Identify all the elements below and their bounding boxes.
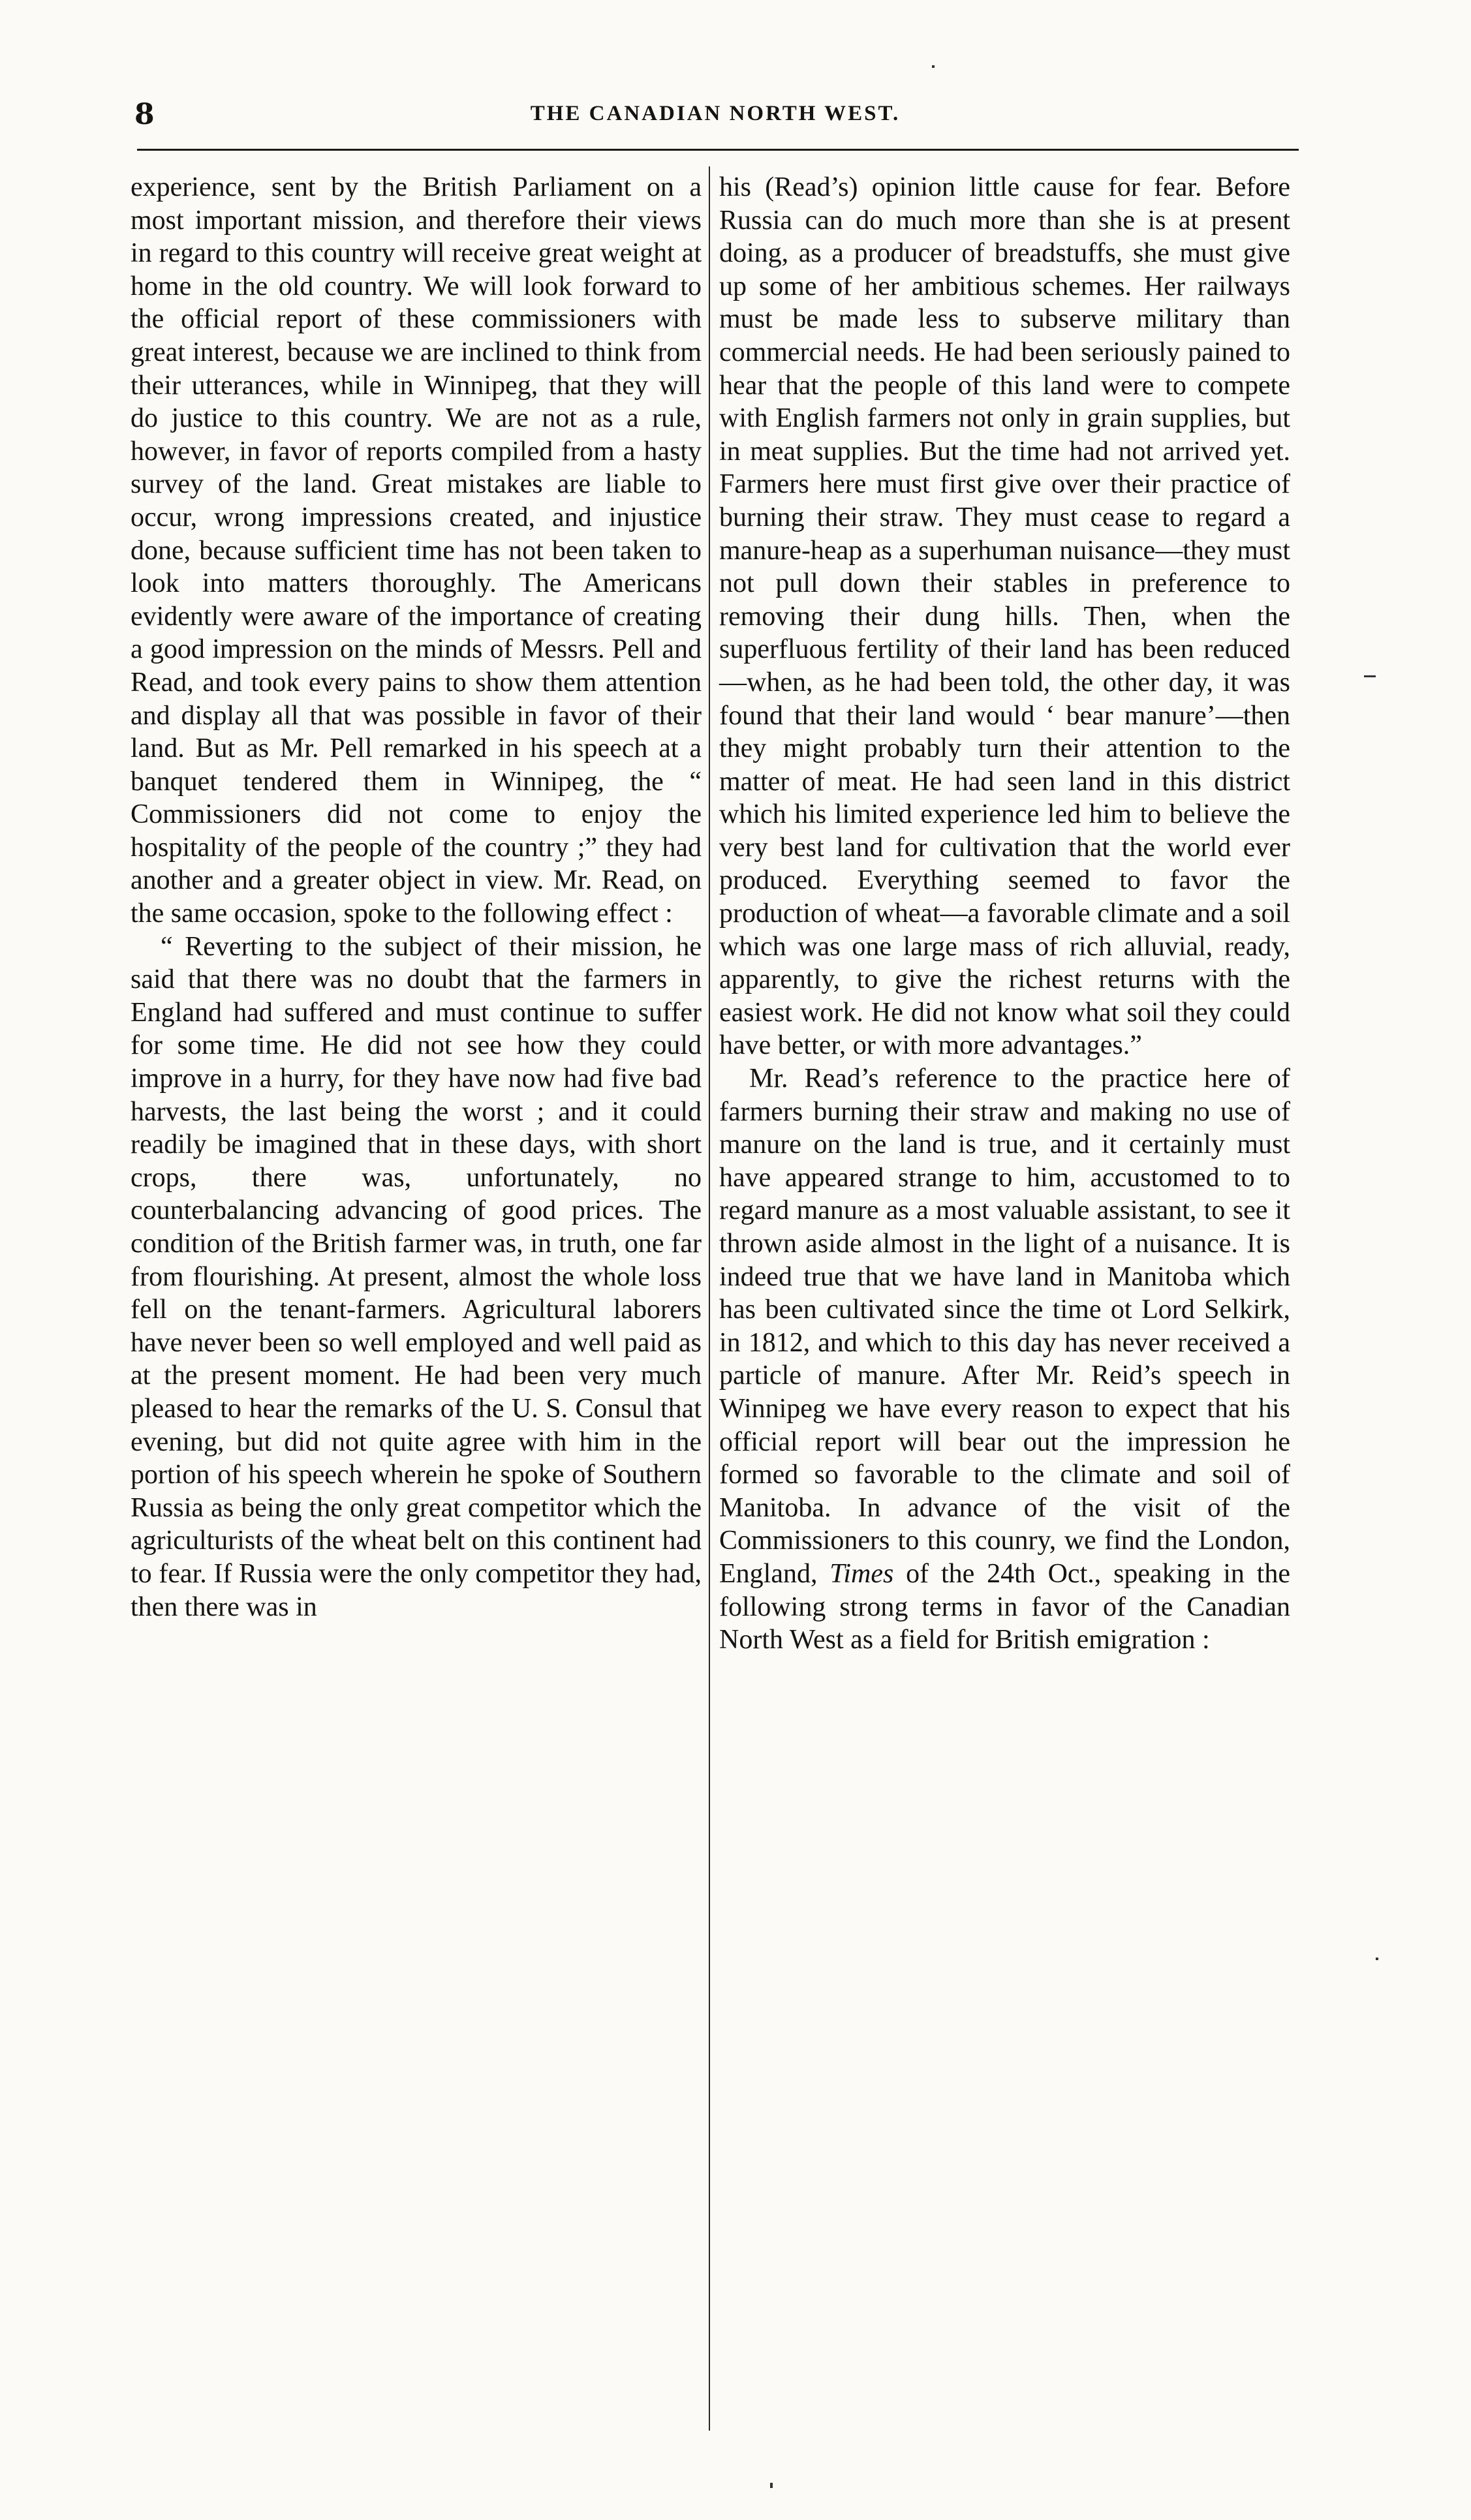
page-number: 8 <box>134 98 155 131</box>
right-paragraph-2-text-a: Mr. Read’s reference to the practice here of farmers burning their straw and making no use of manure on the land is true, and it certainly must have appeared strange to him, accustomed to to regard manure as a most valuable assistant, to see it thrown aside almost in the light of a nuisance. It is indeed true that we have land in Manitoba which has been cultivated since the time ot Lord Selkirk, in 1812, and which to this day has never received a particle of manure. After Mr. Reid’s speech in Winnipeg we have every reason to expect that his official report will bear out the impression he formed so favorable to the climate and soil of Manitoba. In advance of the visit of the Commissioners to this counry, we find the London, England, <box>719 1064 1290 1589</box>
right-paragraph-2-text-b: of the 24th Oct., speaking in the following strong terms in favor of the Canadian North West as a field for British emigration : <box>719 1558 1290 1655</box>
left-paragraph-2-quote: “ Reverting to the subject of their mission, he said that there was no doubt that the farmers in England had suffered and must continue to suffer for some time. He did not see how they could improve in a hurry, for they have now had five bad harvests, the last being the worst ; and it could readily be imagined that in these days, with short crops, there was, unfortunately, no counterbalancing advancing of good prices. The condition of the British farmer was, in truth, one far from flourishing. At present, almost the whole loss fell on the tenant-farmers. Agricultural laborers have never been so well employed and well paid as at the present moment. He had been very much pleased to hear the remarks of the U. S. Consul that evening, but did not quite agree with him in the portion of his speech wherein he spoke of Southern Russia as being the only great competitor which the agriculturists of the wheat belt on this continent had to fear. If Russia were the only competitor they had, then there was in <box>131 931 702 1622</box>
print-speck <box>1376 1958 1378 1960</box>
print-speck <box>1364 675 1376 677</box>
print-speck <box>932 65 935 68</box>
running-title: THE CANADIAN NORTH WEST. <box>530 102 901 125</box>
header-rule <box>137 149 1299 151</box>
left-column <box>131 171 702 2455</box>
left-paragraph-1: experience, sent by the British Parliament on a most important mission, and therefore their views in regard to this country will receive great weight at home in the old country. We will look forward to the official report of these commissioners with great interest, because we are inclined to think from their utterances, while in Winnipeg, that they will do justice to this country. We are not as a rule, however, in favor of reports compiled from a hasty survey of the land. Great mistakes are liable to occur, wrong impressions created, and injustice done, because sufficient time has not been taken to look into matters thoroughly. The Americans evidently were aware of the importance of creating a good impression on the minds of Messrs. Pell and Read, and took every pains to show them attention and display all that was possible in favor of their land. But as Mr. Pell remarked in his speech at a banquet tendered them in Winnipeg, the “ Commissioners did not come to enjoy the hospitality of the people of the country ;” they had another and a greater object in view. Mr. Read, on the same occasion, spoke to the following effect : <box>131 172 702 929</box>
times-newspaper-name: Times <box>829 1558 894 1589</box>
column-divider <box>709 166 710 2431</box>
page-header <box>128 98 1303 137</box>
right-column <box>719 171 1290 2455</box>
right-paragraph-2 <box>719 1062 1290 1657</box>
right-paragraph-1: his (Read’s) opinion little cause for fear. Before Russia can do much more than she is at present doing, as a producer of breadstuffs, she must give up some of her ambitious schemes. Her railways must be made less to subserve military than commercial needs. He had been seriously pained to hear that the people of this land were to compete with English farmers not only in grain supplies, but in meat supplies. But the time had not arrived yet. Farmers here must first give over their practice of burning their straw. They must cease to regard a manure-heap as a superhuman nuisance—they must not pull down their stables in preference to removing their dung hills. Then, when the superfluous fertility of their land has been reduced—when, as he had been told, the other day, it was found that their land would ‘ bear manure’—then they might probably turn their attention to the matter of meat. He had seen land in this district which his limited experience led him to believe the very best land for cultivation that the world ever produced. Everything seemed to favor the production of wheat—a favorable climate and a soil which was one large mass of rich alluvial, ready, apparently, to give the richest returns with the easiest work. He did not know what soil they could have better, or with more advantages.” <box>719 172 1290 1061</box>
print-speck <box>770 2483 773 2488</box>
